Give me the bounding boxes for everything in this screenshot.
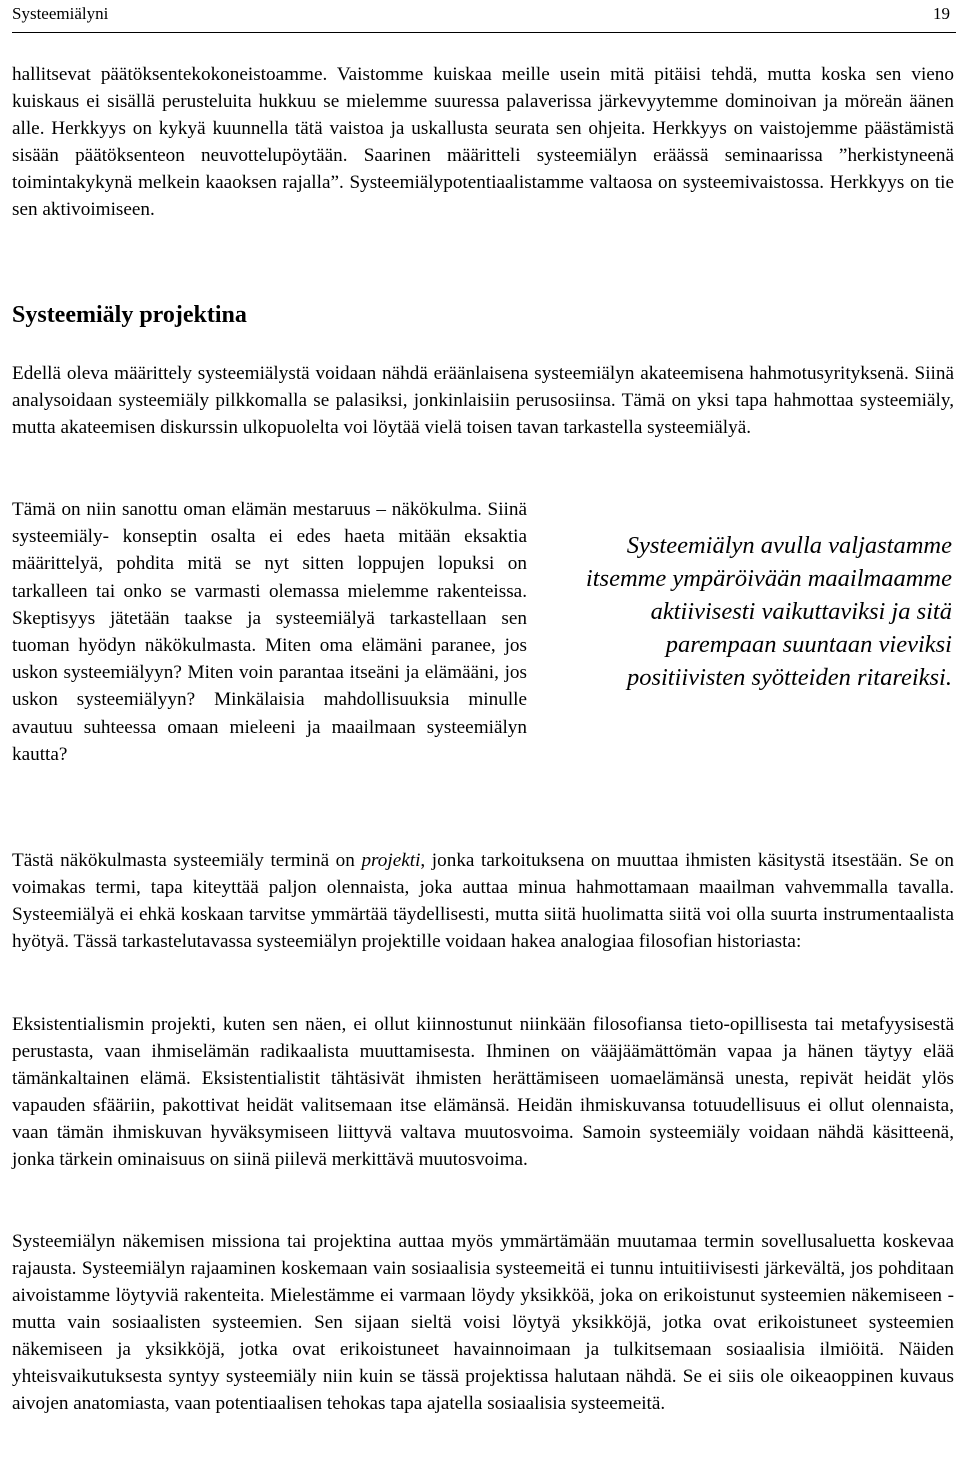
running-title: Systeemiälyni	[12, 4, 109, 23]
paragraph-mission: Systeemiälyn näkemisen missiona tai projektina auttaa myös ymmärtämään muutamaa termin sovellusaluetta koskevaa rajausta. Systeemiälyn rajaaminen koskemaan vain sosiaalisia systeemeitä ei tunnu intuitiivisesti järkevältä, jos pohditaan aivoistamme löytyviä rakenteita. Mielestämme ei varmaan löydy yksikköä, joka on erikoistunut systeemien näkemiseen - mutta vain sosiaalisten systeemien. Sen sijaan sieltä voisi löytyä yksikköjä, jotka ovat erikoistuneet systeemien näkemiseen ja yksikköjä, jotka ovat erikoistuneet havainnoimaan ja tulkitsemaan sosiaalisia ilmiöitä. Näiden yhteisvaikutuksesta syntyy systeemiäly niin kuin se tässä projektissa halutaan nähdä. Se ei siis ole oikeaoppinen kuvaus aivojen anatomiasta, vaan potentiaalisen tehokas tapa ajatella sosiaalisia systeemeitä.	[12, 1231, 954, 1414]
pull-quote: Systeemiälyn avulla valjastamme itsemme ympäröivään maailmaamme aktiivisesti vaikuttaviksi ja sitä parempaan suuntaan vieviksi positiivisten syötteiden ritareiksi.	[585, 532, 952, 691]
paragraph-existentialism: Eksistentialismin projekti, kuten sen näen, ei ollut kiinnostunut niinkään filosofiansa tieto-opillisesta tai metafyysisestä perustasta, vaan ihmiselämän radikaalista muuttamisesta. Ihminen on vääjäämättömän vapaa ja hänen täytyy elää tämänkaltainen elämä. Eksistentialistit tähtäsivät ihmisten herättämiseen uomaelämänsä unesta, repivät heidät ylös vapauden sfääriin, pakottivat heidät valitsemaan itse elämänsä. Heidän ihmiskuvansa totuudellisuus ei ollut olennaista, vaan tämän ihmiskuvan hyväksymiseen liittyvä valtava muutosvoima. Samoin systeemiäly voidaan nähdä käsitteenä, jonka tärkein ominaisuus on siinä piilevä merkittävä muutosvoima.	[12, 1014, 954, 1170]
page-number: 19	[933, 4, 950, 23]
paragraph-definition: Edellä oleva määrittely systeemiälystä voidaan nähdä eräänlaisena systeemiälyn akateemisena hahmotusyrityksenä. Siinä analysoidaan systeemiäly pilkkomalla se palasiksi, jonkinlaisiin perusosiinsa. Tämä on yksi tapa hahmottaa systeemiäly, mutta akateemisen diskurssin ulkopuolelta voi löytää vielä toisen tavan tarkastella systeemiälyä.	[12, 363, 954, 438]
intro-paragraph: hallitsevat päätöksentekokoneistoamme. Vaistomme kuiskaa meille usein mitä pitäisi tehdä, mutta koska sen vieno kuiskaus ei sisällä perusteluita hukkuu se mielemme suuressa palaverissa järkevyytemme dominoivan ja möreän äänen alle. Herkkyys on kykyä kuunnella tätä vaistoa ja uskallusta seurata sen ohjeita. Herkkyys on vaistojemme päästämistä sisään päätöksenteon neuvottelupöytään. Saarinen määritteli systeemiälyn eräässä seminaarissa ”herkistyneenä toimintakykynä melkein kaaoksen rajalla”. Systeemiälypotentiaalistamme valtaosa on systeemivaistossa. Herkkyys on tie sen aktivoimiseen.	[12, 64, 954, 220]
paragraph-mastery: Tämä on niin sanottu oman elämän mestaruus – näkökulma. Siinä systeemiäly- konseptin osalta ei edes haeta mitään eksaktia määrittelyä, pohdita mitä se nyt sitten loppujen lopuksi on tarkalleen tai onko se varmasti olemassa mielemme rakenteissa. Skeptisyys jätetään taakse ja systeemiälyä tarkastellaan sen tuoman hyödyn näkökulmasta. Miten oma elämäni paranee, jos uskon systeemiälyyn? Miten voin parantaa itseäni ja elämääni, jos uskon systeemiälyyn? Minkälaisia mahdollisuuksia minulle avautuu suhteessa omaan mieleeni ja maailmaan systeemiälyn kautta?	[12, 499, 527, 765]
paragraph-project-end: , jonka tarkoituksena on muuttaa ihmisten käsitystä itsestään. Se on voimakas termi, tapa kiteyttää paljon olennaista, joka auttaa minua hahmottamaan maailman vahvemmalla tavalla. Systeemiälyä ei ehkä koskaan tarvitse ymmärtää täydellisesti, mutta siitä huolimatta siitä voi olla suurta instrumentaalista hyötyä. Tässä tarkastelutavassa systeemiälyn projektille voidaan hakea analogiaa filosofian historiasta:	[12, 850, 954, 952]
section-heading: Systeemiäly projektina	[12, 302, 247, 328]
paragraph-project-start: Tästä näkökulmasta systeemiäly terminä on	[12, 850, 362, 871]
project-term: projekti	[361, 850, 421, 871]
page-header	[12, 4, 956, 33]
paragraph-project	[12, 847, 954, 955]
